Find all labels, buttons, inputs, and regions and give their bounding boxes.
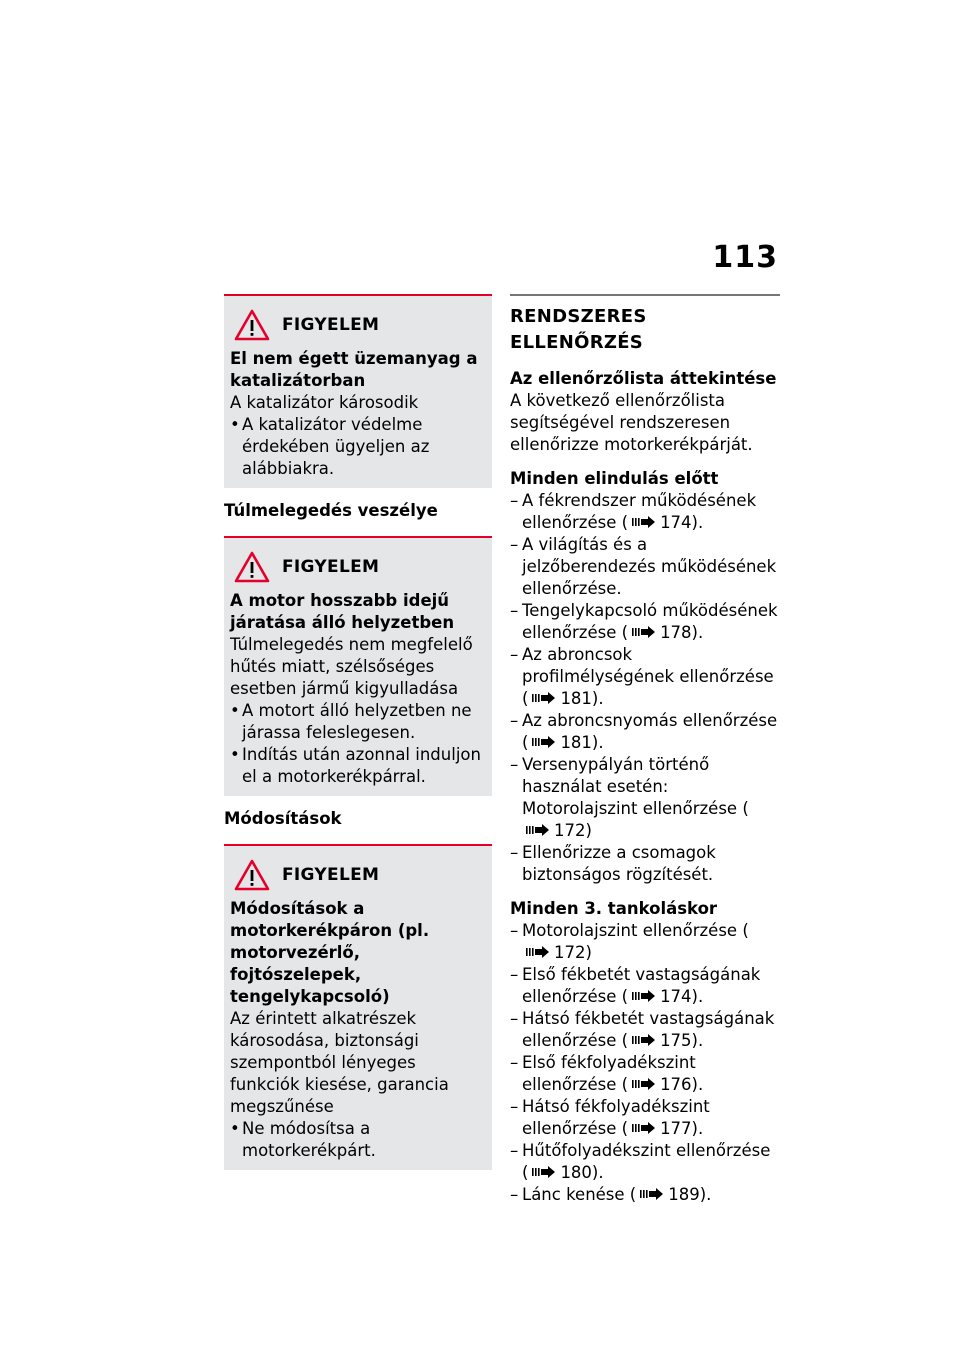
checklist-item: – Motorolajszint ellenőrzése (172) [510,921,749,962]
page-reference[interactable]: 178). [660,623,704,642]
warning-title: FIGYELEM [282,865,380,885]
warning-triangle-icon [234,859,270,891]
page-reference[interactable]: 180). [560,1163,604,1182]
page-number: 113 [712,240,778,275]
page-reference-arrow-icon [524,823,550,837]
page-reference[interactable]: 174). [660,987,704,1006]
checklist-item: – Hátsó fékbetét vastagságának ellenőrzése ( 175). [510,1009,775,1050]
warning-bullet: • A motort álló helyzetben ne járassa feleslegesen. [230,701,472,742]
checklist-item-text: Lánc kenése [522,1185,625,1204]
warning-heading: El nem égett üzemanyag a katalizátorban [230,349,478,390]
every-third-heading: Minden 3. tankoláskor [510,899,718,918]
warning-title: FIGYELEM [282,557,380,577]
warning-heading: Módosítások a motorkerékpáron (pl. motorvezérlő, fojtószelepek, tengelykapcsoló) [230,899,430,1006]
page-reference-arrow-icon [630,1077,656,1091]
warning-triangle-icon [234,551,270,583]
checklist-item-text: A fékrendszer működésének ellenőrzése [522,491,757,532]
warning-heading: A motor hosszabb idejű járatása álló helyzetben [230,591,455,632]
checklist-item-text: Tengelykapcsoló működésének ellenőrzése [522,601,778,642]
warning-box-catalyst [224,294,492,488]
checklist-item-text: Hátsó fékfolyadékszint ellenőrzése [522,1097,710,1138]
warning-text: A katalizátor károsodik [230,393,419,412]
checklist-item-text: Ellenőrizze a csomagok biztonságos rögzítését. [522,843,716,884]
checklist-item-text: Motorolajszint ellenőrzése [522,921,738,940]
left-column [224,294,492,1170]
page-reference[interactable]: 176). [660,1075,704,1094]
checklist-item-text: Az abroncsok profilmélységének ellenőrzése [522,645,774,686]
checklist-item: – Lánc kenése ( 189). [510,1185,712,1204]
overview-heading: Az ellenőrzőlista áttekintése [510,369,777,388]
page-reference[interactable]: 174). [660,513,704,532]
checklist-item: – Első fékbetét vastagságának ellenőrzése ( 174). [510,965,761,1006]
checklist-item-text: Első fékbetét vastagságának ellenőrzése [522,965,761,1006]
checklist-item-text: Hátsó fékbetét vastagságának ellenőrzése [522,1009,775,1050]
page-reference-arrow-icon [638,1187,664,1201]
checklist-item: – Ellenőrizze a csomagok biztonságos rögzítését. [510,843,716,884]
page-reference-arrow-icon [630,1121,656,1135]
subheading-overheating: Túlmelegedés veszélye [224,501,438,520]
page-reference[interactable]: 181). [560,689,604,708]
subheading-modifications: Módosítások [224,809,342,828]
checklist-item: – A fékrendszer működésének ellenőrzése ( 174). [510,491,757,532]
warning-triangle-icon [234,309,270,341]
checklist-item: – Hűtőfolyadékszint ellenőrzése ( 180). [510,1141,771,1182]
warning-box-overheating [224,536,492,796]
checklist-item: – Tengelykapcsoló működésének ellenőrzése ( 178). [510,601,778,642]
before-ride-heading: Minden elindulás előtt [510,469,719,488]
right-column [510,294,780,1206]
checklist-item: – Versenypályán történő használat esetén: Motorolajszint ellenőrzése (172) [510,755,749,840]
warning-bullet: • Indítás után azonnal induljon el a motorkerékpárral. [230,745,481,786]
checklist-item-text: Első fékfolyadékszint ellenőrzése [522,1053,696,1094]
page-reference[interactable]: 172) [554,821,592,840]
checklist-item: – Az abroncsok profilmélységének ellenőrzése ( 181). [510,645,774,708]
checklist-item: – A világítás és a jelzőberendezés működésének ellenőrzése. [510,535,777,598]
page-reference-arrow-icon [530,735,556,749]
warning-bullet: • A katalizátor védelme érdekében ügyeljen az alábbiakra. [230,415,430,478]
warning-box-modifications [224,844,492,1170]
page-reference-arrow-icon [630,989,656,1003]
checklist-item-text: A világítás és a jelzőberendezés működésének ellenőrzése. [522,535,777,598]
page-reference[interactable]: 177). [660,1119,704,1138]
checklist-item: – Első fékfolyadékszint ellenőrzése ( 176). [510,1053,704,1094]
warning-title: FIGYELEM [282,315,380,335]
warning-text: Túlmelegedés nem megfelelő hűtés miatt, szélsőséges esetben jármű kigyulladása [230,635,473,698]
checklist-item-text: Hűtőfolyadékszint ellenőrzése [522,1141,771,1160]
warning-bullet: • Ne módosítsa a motorkerékpárt. [230,1119,376,1160]
warning-text: Az érintett alkatrészek károsodása, biztonsági szempontból lényeges funkciók kiesése, garancia megszűnése [230,1009,449,1116]
page-reference[interactable]: 172) [554,943,592,962]
checklist-item-text: Az abroncsnyomás ellenőrzése [522,711,778,730]
page-reference-arrow-icon [530,1165,556,1179]
page-reference[interactable]: 181). [560,733,604,752]
page-reference[interactable]: 189). [668,1185,712,1204]
checklist-item: – Hátsó fékfolyadékszint ellenőrzése ( 177). [510,1097,710,1138]
page-reference-arrow-icon [630,1033,656,1047]
checklist-item: – Az abroncsnyomás ellenőrzése ( 181). [510,711,778,752]
page-reference-arrow-icon [630,515,656,529]
page-reference[interactable]: 175). [660,1031,704,1050]
page-reference-arrow-icon [530,691,556,705]
page-reference-arrow-icon [630,625,656,639]
overview-text: A következő ellenőrzőlista segítségével rendszeresen ellenőrizze motorkerékpárját. [510,391,753,454]
every-third-list [510,920,780,1206]
section-title: RENDSZERES ELLENŐRZÉS [510,294,780,356]
checklist-item-text: Versenypályán történő használat esetén: Motorolajszint ellenőrzése [522,755,738,818]
before-ride-list [510,490,780,886]
page-reference-arrow-icon [524,945,550,959]
